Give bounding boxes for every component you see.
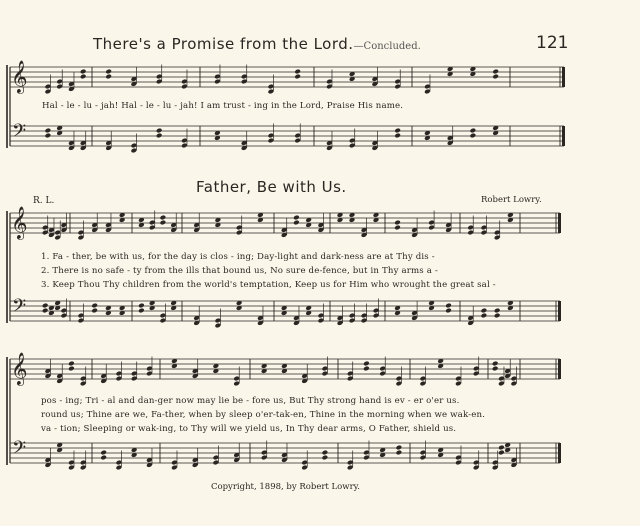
note-head: [394, 225, 401, 231]
note-head: [45, 128, 52, 134]
note-head: [363, 366, 370, 372]
verse-3-line-a: 3. Keep Thou Thy children from the world's temptation, Keep us for Him who wrought the great sal -: [41, 280, 496, 290]
note-head: [445, 303, 452, 309]
note-head: [498, 450, 505, 456]
note-head: [80, 74, 87, 80]
note-head: [494, 313, 501, 319]
note-head: [492, 366, 499, 372]
note-head: [394, 220, 401, 226]
note-head: [322, 455, 329, 461]
note-head: [396, 445, 403, 451]
note-head: [160, 215, 167, 221]
note-head: [498, 445, 505, 451]
hymn-composer: Robert Lowry.: [481, 195, 542, 205]
note-head: [91, 303, 98, 309]
hymn1-lyrics: Hal - le - lu - jah! Hal - le - lu - jah! I am trust - ing in the Lord, Praise His name.: [42, 101, 404, 111]
bass-staff: [10, 296, 560, 328]
note-head: [105, 74, 112, 80]
verse-2-line-a: 2. There is no safe - ty from the ills that bound us, No sure de-fence, but in Thy arms a -: [41, 266, 438, 276]
note-head: [363, 361, 370, 367]
note-head: [492, 69, 499, 75]
note-head: [100, 455, 107, 461]
note-head: [492, 74, 499, 80]
bass-staff: [10, 438, 560, 470]
note-head: [445, 308, 452, 314]
note-head: [481, 313, 488, 319]
note-head: [293, 220, 300, 226]
note-head: [396, 450, 403, 456]
note-head: [91, 308, 98, 314]
note-head: [470, 128, 477, 134]
hymn-title: Father, Be with Us.: [196, 178, 347, 196]
bass-clef-icon: 𝄢: [12, 438, 27, 463]
note-head: [138, 303, 145, 309]
note-head: [45, 133, 52, 139]
note-head: [42, 308, 49, 314]
note-head: [394, 128, 401, 134]
note-head: [105, 69, 112, 75]
note-head: [294, 74, 301, 80]
note-head: [68, 366, 75, 372]
note-head: [293, 215, 300, 221]
treble-staff: [10, 352, 560, 386]
bass-staff: [10, 121, 564, 153]
verse-3-line-b: va - tion; Sleeping or wak-ing, to Thy will we yield us, In Thy dear arms, O Father, shield us.: [41, 424, 457, 434]
note-head: [470, 133, 477, 139]
note-head: [294, 69, 301, 75]
note-head: [494, 308, 501, 314]
treble-staff: [10, 60, 564, 94]
hymn-meter: R. L.: [33, 196, 55, 206]
note-head: [156, 133, 163, 139]
treble-staff: [10, 206, 560, 240]
page-number: 121: [536, 33, 569, 53]
verse-1-line-a: 1. Fa - ther, be with us, for the day is clos - ing; Day-light and dark-ness are at Thy dis -: [41, 252, 435, 262]
note-head: [138, 308, 145, 314]
note-head: [68, 361, 75, 367]
note-head: [80, 69, 87, 75]
note-head: [492, 361, 499, 367]
note-head: [481, 308, 488, 314]
note-head: [100, 450, 107, 456]
copyright: Copyright, 1898, by Robert Lowry.: [211, 482, 361, 492]
verse-2-line-b: round us; Thine are we, Fa-ther, when by sleep o'er-tak-en, Thine in the morning when we wak-en.: [41, 410, 486, 420]
note-head: [160, 220, 167, 226]
page-title: There's a Promise from the Lord.—Concluded.: [93, 35, 421, 53]
note-head: [156, 128, 163, 134]
bass-clef-icon: 𝄢: [12, 296, 27, 321]
note-head: [394, 133, 401, 139]
bass-clef-icon: 𝄢: [12, 121, 27, 146]
treble-clef-icon: 𝄞: [11, 206, 28, 239]
note-head: [322, 450, 329, 456]
treble-clef-icon: 𝄞: [11, 352, 28, 385]
treble-clef-icon: 𝄞: [11, 60, 28, 93]
verse-1-line-b: pos - ing; Tri - al and dan-ger now may lie be - fore us, But Thy strong hand is ev - er o'er us.: [41, 396, 460, 406]
note-head: [42, 303, 49, 309]
